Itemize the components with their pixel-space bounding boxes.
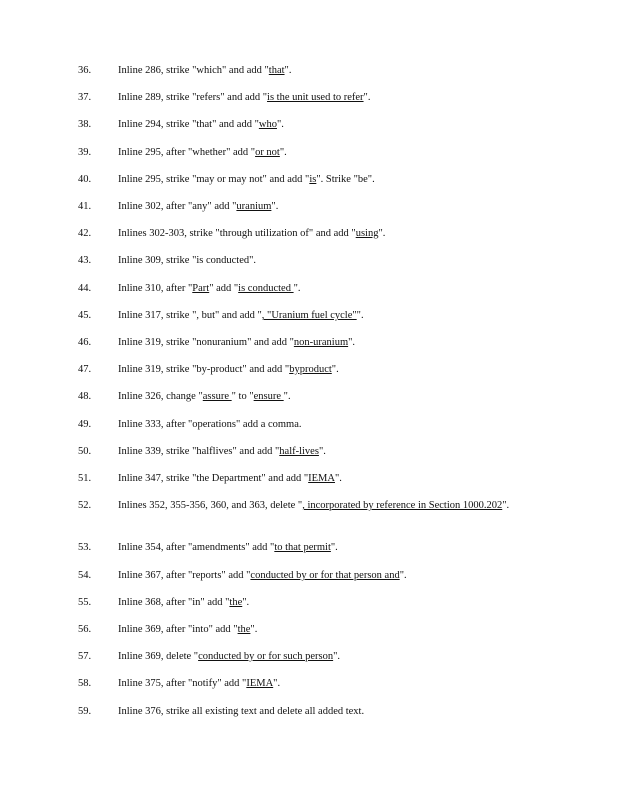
item-number: 57. — [78, 651, 92, 662]
item-text: Inline 319, strike "nonuranium" and add "non-uranium". — [118, 337, 356, 348]
added-text: IEMA — [308, 473, 335, 484]
item-number: 38. — [78, 119, 92, 130]
item-number: 52. — [78, 500, 92, 511]
item-number: 49. — [78, 419, 92, 430]
added-text: the — [237, 624, 251, 635]
item-text: Inline 326, change "assure " to "ensure ". — [118, 391, 291, 402]
added-text: who — [258, 119, 277, 130]
item-text: Inline 294, strike "that" and add "who". — [118, 119, 284, 130]
item-number: 40. — [78, 174, 92, 185]
added-text: IEMA — [246, 678, 274, 689]
item-text: Inline 289, strike "refers" and add "is the unit used to refer". — [118, 92, 371, 103]
item-text: Inline 375, after "notify" add "IEMA". — [118, 678, 281, 689]
item-text: Inline 367, after "reports" add "conducted by or for that person and". — [118, 570, 407, 581]
item-text: Inline 339, strike "halflives" and add "half-lives". — [118, 446, 326, 457]
item-text: Inline 319, strike "by-product" and add "byproduct". — [118, 364, 339, 375]
added-text: Part — [192, 283, 210, 294]
item-number: 46. — [78, 337, 92, 348]
item-number: 55. — [78, 597, 92, 608]
added-text: that — [268, 65, 285, 76]
added-text: is — [309, 174, 317, 185]
added-text: is conducted — [238, 283, 294, 294]
item-text: Inline 369, delete "conducted by or for such person". — [118, 651, 341, 662]
item-number: 47. — [78, 364, 92, 375]
item-number: 45. — [78, 310, 92, 321]
item-number: 39. — [78, 147, 92, 158]
item-number: 36. — [78, 65, 92, 76]
item-number: 48. — [78, 391, 92, 402]
added-text: is the unit used to refer — [267, 92, 364, 103]
added-text: , "Uranium fuel cycle" — [261, 310, 357, 321]
item-number: 59. — [78, 706, 92, 717]
added-text: or not — [255, 147, 280, 158]
added-text: uranium — [236, 201, 272, 212]
item-text: Inline 295, strike "may or may not" and add "is". Strike "be". — [118, 174, 375, 185]
item-number: 41. — [78, 201, 92, 212]
item-text: Inline 369, after "into" add "the". — [118, 624, 258, 635]
added-text: non-uranium — [293, 337, 349, 348]
item-number: 53. — [78, 542, 92, 553]
item-text: Inlines 302-303, strike "through utilization of" and add "using". — [118, 228, 386, 239]
item-number: 44. — [78, 283, 92, 294]
added-text: the — [229, 597, 243, 608]
added-text: , incorporated by reference in Section 1000.202 — [302, 500, 503, 511]
item-number: 42. — [78, 228, 92, 239]
item-text: Inlines 352, 355-356, 360, and 363, delete ", incorporated by reference in Section 1000.202". — [118, 500, 510, 511]
item-number: 37. — [78, 92, 92, 103]
item-text: Inline 286, strike "which" and add "that". — [118, 65, 292, 76]
added-text: ensure — [253, 391, 284, 402]
item-text: Inline 302, after "any" add "uranium". — [118, 201, 279, 212]
item-number: 43. — [78, 255, 92, 266]
item-text: Inline 295, after "whether" add "or not". — [118, 147, 287, 158]
item-text: Inline 309, strike "is conducted". — [118, 255, 257, 266]
added-text: to that permit — [274, 542, 331, 553]
item-text: Inline 310, after "Part" add "is conducted ". — [118, 283, 301, 294]
item-text: Inline 347, strike "the Department" and add "IEMA". — [118, 473, 342, 484]
added-text: byproduct — [289, 364, 332, 375]
added-text: half-lives — [279, 446, 319, 457]
item-text: Inline 317, strike ", but" and add ", "Uranium fuel cycle"". — [118, 310, 364, 321]
item-text: Inline 354, after "amendments" add "to that permit". — [118, 542, 338, 553]
item-text: Inline 376, strike all existing text and delete all added text. — [118, 706, 365, 717]
item-text: Inline 368, after "in" add "the". — [118, 597, 250, 608]
item-number: 50. — [78, 446, 92, 457]
item-number: 51. — [78, 473, 92, 484]
added-text: conducted by or for such person — [198, 651, 334, 662]
item-text: Inline 333, after "operations" add a comma. — [118, 419, 302, 430]
added-text: using — [355, 228, 379, 239]
item-number: 54. — [78, 570, 92, 581]
added-text: conducted by or for that person and — [250, 570, 400, 581]
item-number: 56. — [78, 624, 92, 635]
item-number: 58. — [78, 678, 92, 689]
added-text: assure — [202, 391, 232, 402]
